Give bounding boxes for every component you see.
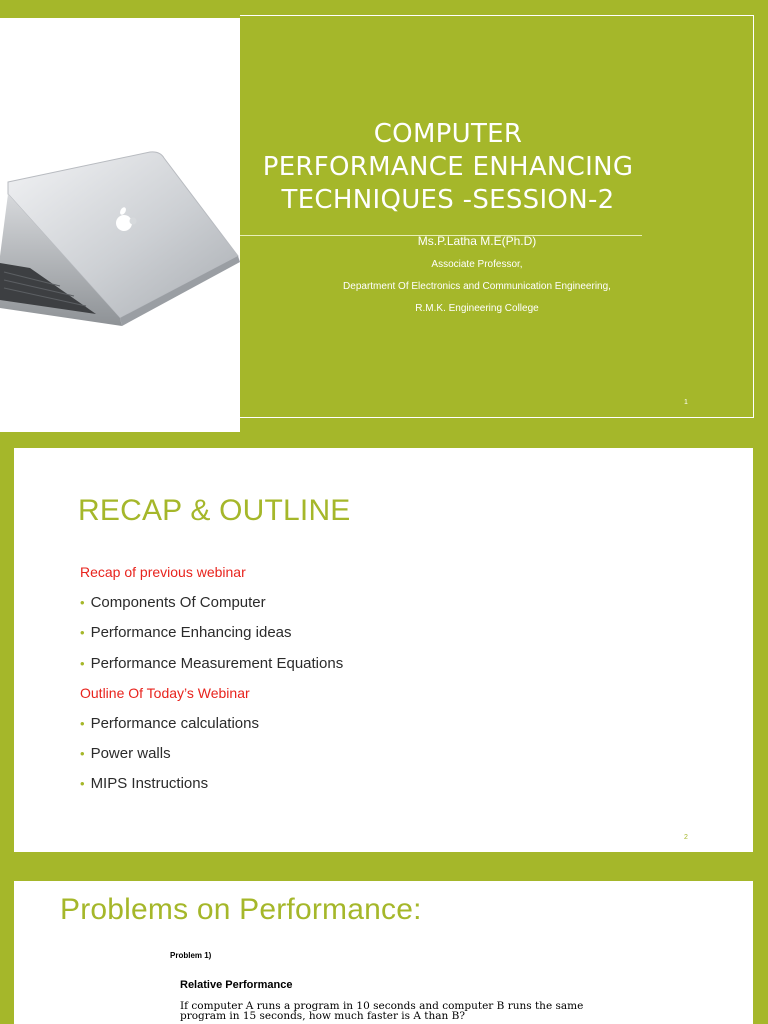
list-item	[80, 655, 343, 685]
list-item-text: Performance Measurement Equations	[90, 654, 344, 672]
bullet-icon: •	[80, 595, 85, 611]
problem-text	[180, 1001, 640, 1021]
recap-outline-slide	[14, 448, 753, 852]
outline-heading: Outline Of Today’s Webinar	[80, 684, 250, 701]
author-name: Ms.P.Latha M.E(Ph.D)	[417, 234, 537, 248]
list-item	[80, 594, 343, 624]
bullet-icon: •	[80, 746, 85, 762]
recap-heading: Recap of previous webinar	[80, 564, 246, 580]
title-line-1: COMPUTER	[373, 119, 523, 149]
bullet-icon: •	[80, 715, 85, 731]
author-college: R.M.K. Engineering College	[415, 303, 539, 314]
list-item-text: Components Of Computer	[90, 594, 266, 612]
author-role: Associate Professor,	[431, 259, 523, 270]
bullet-icon: •	[80, 625, 85, 641]
bullet-icon: •	[80, 776, 85, 792]
slide-title: RECAP & OUTLINE	[78, 494, 351, 527]
list-item-text: Performance calculations	[90, 714, 259, 732]
list-item	[80, 624, 343, 654]
list-item	[80, 775, 343, 805]
list-item-text: MIPS Instructions	[90, 775, 209, 793]
outline-list	[80, 564, 343, 806]
list-item	[80, 745, 343, 775]
problem-label: Problem 1)	[170, 951, 212, 960]
title-line-2: PERFORMANCE ENHANCING	[262, 152, 634, 182]
list-item-text: Power walls	[90, 745, 171, 763]
problem-text-line-1: If computer A runs a program in 10 seconds and computer B runs the same	[180, 1000, 584, 1012]
list-item	[80, 715, 343, 745]
problem-subheading: Relative Performance	[180, 979, 293, 991]
page-number-1: 1	[684, 399, 688, 406]
laptop-image-panel	[0, 18, 240, 432]
bullet-icon: •	[80, 655, 85, 671]
problems-slide	[14, 881, 753, 1024]
author-department: Department Of Electronics and Communication Engineering,	[343, 281, 611, 292]
problem-text-line-2: program in 15 seconds, how much faster is A than B?	[180, 1010, 465, 1022]
page-number-2: 2	[684, 834, 688, 841]
title-line-3: TECHNIQUES -SESSION-2	[281, 185, 615, 215]
slide-title: Problems on Performance:	[60, 893, 422, 926]
list-item-text: Performance Enhancing ideas	[90, 624, 292, 642]
presentation-title	[240, 118, 656, 217]
laptop-icon	[0, 18, 240, 432]
title-slide	[0, 0, 768, 432]
